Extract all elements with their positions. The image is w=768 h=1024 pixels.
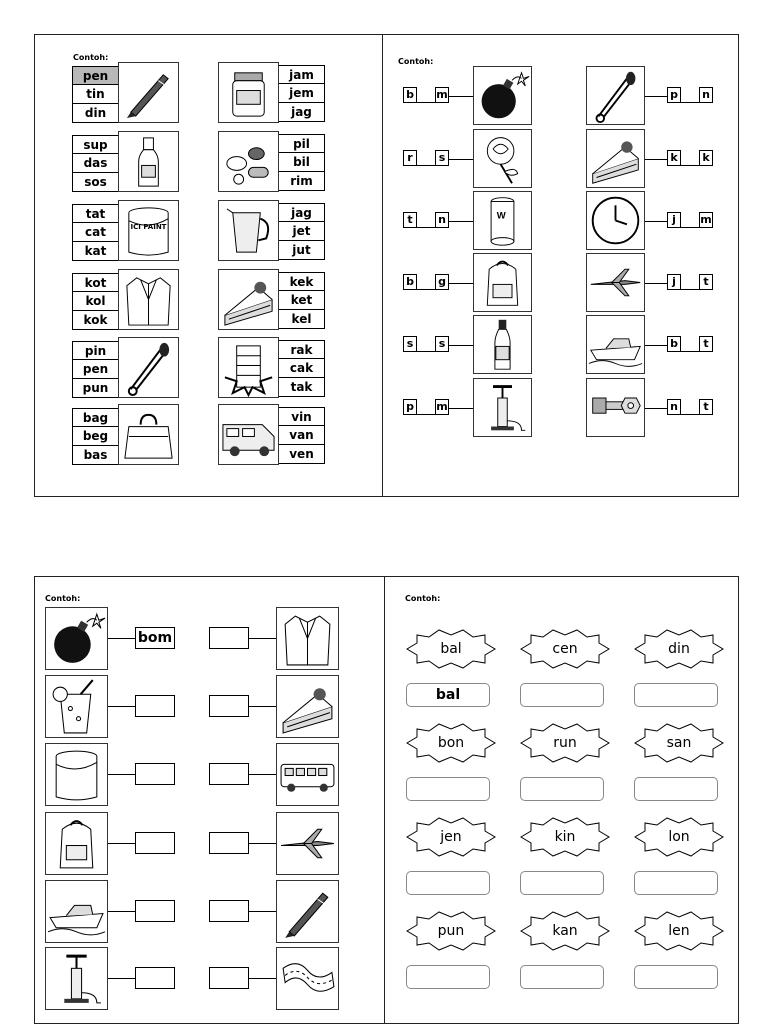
letter-box: s [403,336,417,352]
copy-answer-box[interactable] [520,777,604,801]
worksheet-panel-copy-word [384,576,739,1024]
bottle-icon [118,131,179,192]
letter-box: p [667,87,681,103]
word-option[interactable]: kol [73,292,118,311]
cake-icon [276,675,339,738]
nut-bolt-icon [586,378,645,437]
missing-letter-slot[interactable] [681,274,699,290]
word-option[interactable]: kek [279,272,324,291]
star-word-text: kin [554,829,576,845]
copy-answer-box[interactable] [520,871,604,895]
jet-icon [586,253,645,312]
letter-box: t [403,212,417,228]
example-label: Contoh: [398,57,434,66]
safety-pin-icon [118,337,179,398]
answer-box[interactable] [209,832,249,854]
backpack-icon [45,812,108,875]
answer-box[interactable] [209,627,249,649]
word-star [405,629,497,669]
star-word-text: run [553,735,577,751]
star-word-text: pun [437,923,465,939]
star-word-text: kan [552,923,578,939]
letter-box: s [435,150,449,166]
word-option[interactable]: jem [279,84,324,103]
copy-answer-box[interactable] [634,871,718,895]
letter-box: s [435,336,449,352]
letter-box: n [699,87,713,103]
letter-box: m [436,400,448,413]
word-option[interactable]: jag [279,103,324,122]
word-option[interactable]: bil [279,153,324,172]
example-label: Contoh: [45,594,81,603]
tin-can-icon [473,191,532,250]
word-option[interactable]: pil [279,134,324,153]
word-choice-stack [279,407,325,464]
word-option[interactable]: das [73,154,118,173]
connector-line [249,843,276,844]
star-word-text: bon [437,735,465,751]
connector-line [249,978,276,979]
word-star [519,723,611,763]
copy-answer-box[interactable] [520,965,604,989]
sauce-bottle-icon [473,315,532,374]
can-label: ICI PAINT [130,223,167,232]
worksheet-panel-word-choice [34,34,383,497]
jug-icon [218,200,279,261]
jam-jar-icon [218,62,279,123]
word-star [633,911,725,951]
worksheet-panel-letter-fill [382,34,739,497]
answer-box[interactable] [209,900,249,922]
letter-box: t [699,399,713,415]
word-choice-stack [279,134,325,191]
bus-icon [276,743,339,806]
van-icon [218,404,279,465]
word-option[interactable]: jut [279,241,324,260]
word-choice-stack [72,135,118,192]
connector-line [449,345,473,346]
letter-box: n [667,399,681,415]
word-option[interactable]: cak [279,359,324,378]
word-star [519,911,611,951]
letter-box: b [667,336,681,352]
word-choice-stack [279,203,325,260]
missing-letter-slot[interactable] [417,150,435,166]
word-option[interactable]: pen [73,66,118,85]
connector-line [449,96,473,97]
answer-box[interactable] [135,832,175,854]
connector-line [108,706,135,707]
bomb-icon [473,66,532,125]
star-word-text: san [666,735,692,751]
letter-box: j [667,212,681,228]
word-option[interactable]: rak [279,340,324,359]
pills-icon [218,131,279,192]
connector-line [249,638,276,639]
word-star [519,817,611,857]
letter-box: j [667,274,681,290]
copy-answer-box[interactable] [634,683,718,707]
connector-line [449,283,473,284]
pump-icon [45,947,108,1010]
word-option[interactable]: beg [73,427,118,446]
connector-line [108,978,135,979]
letter-box: b [403,274,417,290]
word-option[interactable]: tin [73,85,118,104]
cake-icon [586,129,645,188]
juice-glass-icon [45,675,108,738]
word-option[interactable]: vin [279,407,324,426]
connector-line [645,283,667,284]
answer-box[interactable] [135,900,175,922]
missing-letter-slot[interactable] [681,399,699,415]
missing-letter-slot[interactable] [681,150,699,166]
missing-letter-slot[interactable] [417,399,435,415]
connector-line [108,638,135,639]
star-word-text: len [668,923,690,939]
bag-icon [118,404,179,465]
connector-line [108,774,135,775]
word-choice-stack [72,341,118,398]
connector-line [108,843,135,844]
connector-line [645,408,667,409]
word-choice-stack [279,65,325,122]
word-option[interactable]: bas [73,446,118,465]
answer-box[interactable] [209,695,249,717]
letter-box: t [699,274,713,290]
word-option[interactable]: pin [73,341,118,360]
word-option[interactable]: rim [279,172,324,191]
star-word-text: lon [668,829,690,845]
connector-line [449,159,473,160]
paint-can-icon [118,200,179,261]
answer-box[interactable] [135,763,175,785]
word-option[interactable]: pun [73,379,118,398]
word-option[interactable]: van [279,426,324,445]
copy-answer-box[interactable] [406,777,490,801]
worksheet-panel-write-word [34,576,385,1024]
word-option[interactable]: ven [279,445,324,464]
pen-icon [118,62,179,123]
letter-box: t [699,336,713,352]
connector-line [645,159,667,160]
letter-box: k [667,150,681,166]
coat-icon [118,269,179,330]
word-choice-stack [72,273,118,330]
connector-line [449,408,473,409]
word-choice-stack [72,204,118,261]
boat-icon [586,315,645,374]
word-option[interactable]: jet [279,222,324,241]
letter-box: n [435,212,449,228]
word-option[interactable]: sup [73,135,118,154]
road-icon [276,947,339,1010]
word-choice-stack [279,272,325,329]
word-star [405,723,497,763]
word-option[interactable]: pen [73,360,118,379]
answer-box[interactable] [135,967,175,989]
word-option[interactable]: cat [73,223,118,242]
word-option[interactable]: bag [73,408,118,427]
star-word-text: jen [440,829,462,845]
word-option[interactable]: kot [73,273,118,292]
copy-answer-box[interactable] [634,965,718,989]
word-choice-stack [72,66,118,123]
word-option[interactable]: tat [73,204,118,223]
word-star [405,817,497,857]
connector-line [645,96,667,97]
word-star [633,817,725,857]
word-choice-stack [72,408,118,465]
clock-icon [586,191,645,250]
star-word-text: bal [440,641,462,657]
connector-line [645,345,667,346]
answer-box[interactable] [135,695,175,717]
word-star [633,629,725,669]
word-option[interactable]: sos [73,173,118,192]
word-star [405,911,497,951]
letter-box: g [435,274,449,290]
missing-letter-slot[interactable] [681,336,699,352]
copy-answer-box[interactable]: bal [406,683,490,707]
rack-icon [218,337,279,398]
answer-box[interactable]: bom [135,627,175,649]
jet-icon [276,812,339,875]
boat-icon [45,880,108,943]
missing-letter-slot[interactable] [417,212,435,228]
pen-icon [276,880,339,943]
star-word-text: din [668,641,690,657]
letter-box: m [436,88,448,101]
missing-letter-slot[interactable] [681,87,699,103]
rose-icon [473,129,532,188]
word-star [519,629,611,669]
word-option[interactable]: ket [279,291,324,310]
backpack-icon [473,253,532,312]
example-label: Contoh: [405,594,441,603]
letter-box: k [699,150,713,166]
letter-box: p [403,399,417,415]
coat-icon [276,607,339,670]
example-label: Contoh: [73,53,109,62]
word-option[interactable]: kel [279,310,324,329]
word-option[interactable]: din [73,104,118,123]
missing-letter-slot[interactable] [681,212,699,228]
missing-letter-slot[interactable] [417,87,435,103]
copy-answer-box[interactable] [406,871,490,895]
pump-icon [473,378,532,437]
cake-icon [218,269,279,330]
letter-box: b [403,87,417,103]
star-word-text: cen [552,641,578,657]
missing-letter-slot[interactable] [417,274,435,290]
word-option[interactable]: kok [73,311,118,330]
word-option[interactable]: kat [73,242,118,261]
copy-answer-box[interactable] [520,683,604,707]
paint-can-icon [45,743,108,806]
letter-box: r [403,150,417,166]
word-choice-stack [279,340,325,397]
bomb-icon [45,607,108,670]
connector-line [249,706,276,707]
copy-answer-box[interactable] [634,777,718,801]
word-option[interactable]: jag [279,203,324,222]
connector-line [108,911,135,912]
missing-letter-slot[interactable] [417,336,435,352]
answer-box[interactable] [209,967,249,989]
connector-line [645,221,667,222]
word-option[interactable]: jam [279,65,324,84]
answer-box[interactable] [209,763,249,785]
connector-line [249,911,276,912]
connector-line [449,221,473,222]
connector-line [249,774,276,775]
safety-pin-icon [586,66,645,125]
word-star [633,723,725,763]
copy-answer-box[interactable] [406,965,490,989]
word-option[interactable]: tak [279,378,324,397]
letter-box: m [700,213,712,226]
